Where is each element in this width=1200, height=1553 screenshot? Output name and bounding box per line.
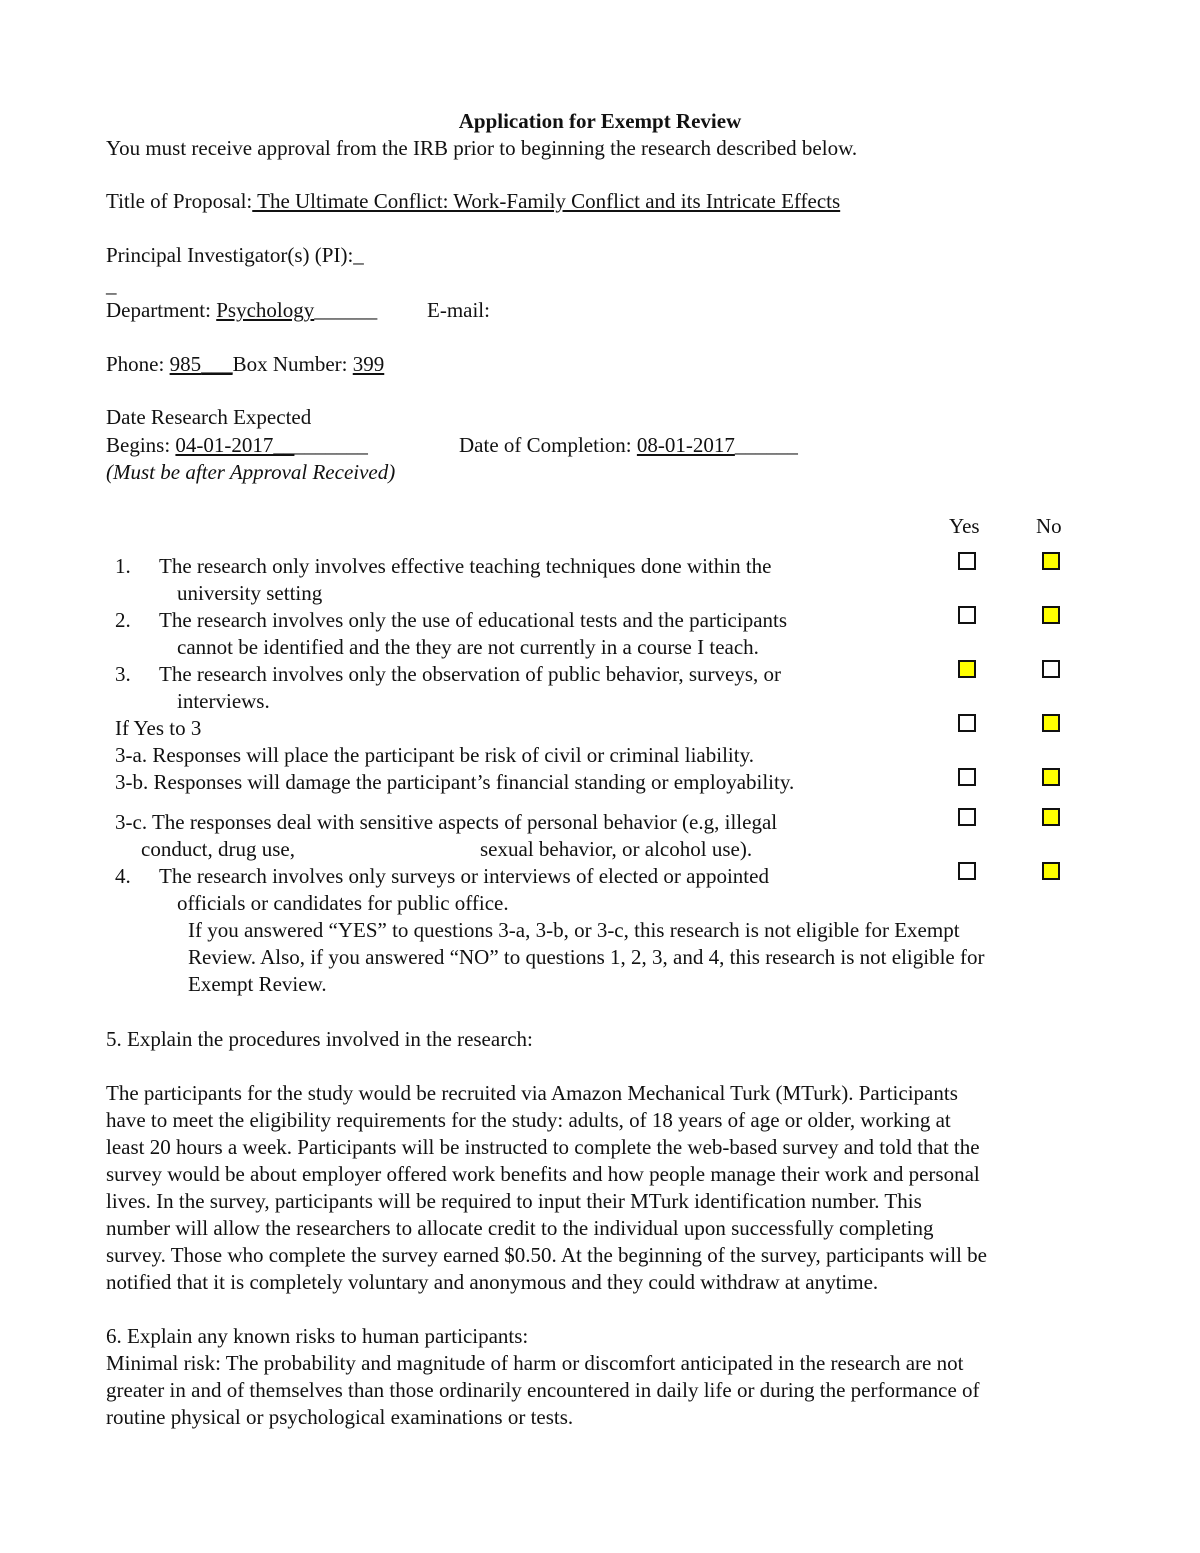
- risks-line: greater in and of themselves than those ordinarily encountered in daily life or during the performance of: [106, 1378, 980, 1402]
- question-3b-yes-checkbox[interactable]: [958, 768, 976, 786]
- pi-continuation: _: [106, 273, 117, 297]
- question-3a-text: Responses will place the participant be risk of civil or criminal liability.: [152, 743, 754, 767]
- page-title: Application for Exempt Review: [458, 109, 742, 133]
- question-3-no-checkbox[interactable]: [1042, 660, 1060, 678]
- procedures-line: survey would be about employer offered work benefits and how people manage their work and personal: [106, 1162, 980, 1186]
- question-3-continuation: interviews.: [177, 689, 270, 713]
- phone-pad: ___: [201, 352, 233, 376]
- procedures-line: number will allow the researchers to allocate credit to the individual upon successfully completing: [106, 1216, 934, 1240]
- question-6-heading: 6. Explain any known risks to human participants:: [106, 1324, 529, 1348]
- begins-pad: _______: [294, 433, 368, 457]
- box-number-label: Box Number:: [232, 352, 353, 376]
- question-3c-continuation: conduct, drug use,: [141, 837, 295, 861]
- begins-label: Begins:: [106, 433, 176, 457]
- question-1-text: The research only involves effective teaching techniques done within the: [159, 554, 772, 578]
- pi-label: Principal Investigator(s) (PI):: [106, 243, 354, 267]
- eligibility-note-line: If you answered “YES” to questions 3-a, 3-b, or 3-c, this research is not eligible for Exempt: [188, 918, 960, 942]
- question-3-number: 3.: [115, 662, 131, 686]
- question-2-no-checkbox[interactable]: [1042, 606, 1060, 624]
- question-3b-no-checkbox[interactable]: [1042, 768, 1060, 786]
- pi-field: [106, 242, 364, 269]
- question-3c-no-checkbox[interactable]: [1042, 808, 1060, 826]
- question-1-number: 1.: [115, 554, 131, 578]
- phone-label: Phone:: [106, 352, 170, 376]
- risks-line: Minimal risk: The probability and magnitude of harm or discomfort anticipated in the research are not: [106, 1351, 964, 1375]
- procedures-line: least 20 hours a week. Participants will be instructed to complete the web-based survey and told that the: [106, 1135, 980, 1159]
- phone-value[interactable]: 985: [169, 352, 202, 376]
- department-field: [106, 297, 377, 324]
- risks-line: routine physical or psychological examinations or tests.: [106, 1405, 574, 1429]
- completion-value[interactable]: 08-01-2017: [636, 433, 735, 457]
- procedures-line: notified that it is completely voluntary and anonymous and they could withdraw at anytime.: [106, 1270, 879, 1294]
- question-4-no-checkbox[interactable]: [1042, 862, 1060, 880]
- question-3a-number: 3-a.: [115, 743, 148, 767]
- begins-field: [106, 432, 368, 459]
- question-4-yes-checkbox[interactable]: [958, 862, 976, 880]
- dates-note: (Must be after Approval Received): [106, 460, 396, 484]
- question-4-number: 4.: [115, 864, 131, 888]
- question-2-yes-checkbox[interactable]: [958, 606, 976, 624]
- begins-value[interactable]: 04-01-2017__: [175, 433, 295, 457]
- question-3c-continuation-2: sexual behavior, or alcohol use).: [480, 837, 753, 861]
- question-3a: [115, 742, 754, 769]
- department-pad: ______: [314, 298, 378, 322]
- procedures-line: The participants for the study would be recruited via Amazon Mechanical Turk (MTurk). Participants: [106, 1081, 958, 1105]
- dates-heading: Date Research Expected: [106, 405, 312, 429]
- question-1-yes-checkbox[interactable]: [958, 552, 976, 570]
- no-column-header: No: [1036, 514, 1062, 538]
- completion-label: Date of Completion:: [459, 433, 637, 457]
- completion-pad: ______: [734, 433, 798, 457]
- proposal-value[interactable]: The Ultimate Conflict: Work-Family Conflict and its Intricate Effects: [252, 189, 841, 213]
- question-3b-text: Responses will damage the participant’s financial standing or employability.: [153, 770, 795, 794]
- pi-value[interactable]: _: [353, 243, 364, 267]
- question-3-yes-checkbox[interactable]: [958, 660, 976, 678]
- question-4-continuation: officials or candidates for public office.: [177, 891, 509, 915]
- question-3c-number: 3-c.: [115, 810, 148, 834]
- department-label: Department:: [106, 298, 217, 322]
- question-3-text: The research involves only the observation of public behavior, surveys, or: [159, 662, 781, 686]
- question-1-no-checkbox[interactable]: [1042, 552, 1060, 570]
- proposal-field: [106, 188, 840, 215]
- department-value[interactable]: Psychology: [216, 298, 315, 322]
- if-yes-to-3-label: If Yes to 3: [115, 716, 202, 740]
- eligibility-note-line: Review. Also, if you answered “NO” to questions 1, 2, 3, and 4, this research is not eligible for: [188, 945, 985, 969]
- question-3c-yes-checkbox[interactable]: [958, 808, 976, 826]
- completion-field: [459, 432, 798, 459]
- question-2-text: The research involves only the use of educational tests and the participants: [159, 608, 788, 632]
- box-number-value[interactable]: 399: [352, 352, 385, 376]
- if-yes-to-3-no-checkbox[interactable]: [1042, 714, 1060, 732]
- question-3c: [115, 809, 777, 836]
- question-4-text: The research involves only surveys or interviews of elected or appointed: [159, 864, 769, 888]
- email-label[interactable]: E-mail:: [427, 298, 490, 322]
- intro-text: You must receive approval from the IRB prior to beginning the research described below.: [106, 136, 858, 160]
- question-3b: [115, 769, 794, 796]
- question-3b-number: 3-b.: [115, 770, 149, 794]
- question-2-continuation: cannot be identified and the they are not currently in a course I teach.: [177, 635, 759, 659]
- yes-column-header: Yes: [949, 514, 980, 538]
- procedures-line: have to meet the eligibility requirements for the study: adults, of 18 years of age or older, working at: [106, 1108, 951, 1132]
- question-5-heading: 5. Explain the procedures involved in the research:: [106, 1027, 533, 1051]
- question-3c-text: The responses deal with sensitive aspects of personal behavior (e.g, illegal: [151, 810, 778, 834]
- procedures-line: lives. In the survey, participants will be required to input their MTurk identification number. This: [106, 1189, 922, 1213]
- procedures-line: survey. Those who complete the survey earned $0.50. At the beginning of the survey, participants will be: [106, 1243, 988, 1267]
- eligibility-note-line: Exempt Review.: [188, 972, 327, 996]
- phone-field: [106, 351, 384, 378]
- if-yes-to-3-yes-checkbox[interactable]: [958, 714, 976, 732]
- proposal-label: Title of Proposal:: [106, 189, 253, 213]
- question-1-continuation: university setting: [177, 581, 323, 605]
- question-2-number: 2.: [115, 608, 131, 632]
